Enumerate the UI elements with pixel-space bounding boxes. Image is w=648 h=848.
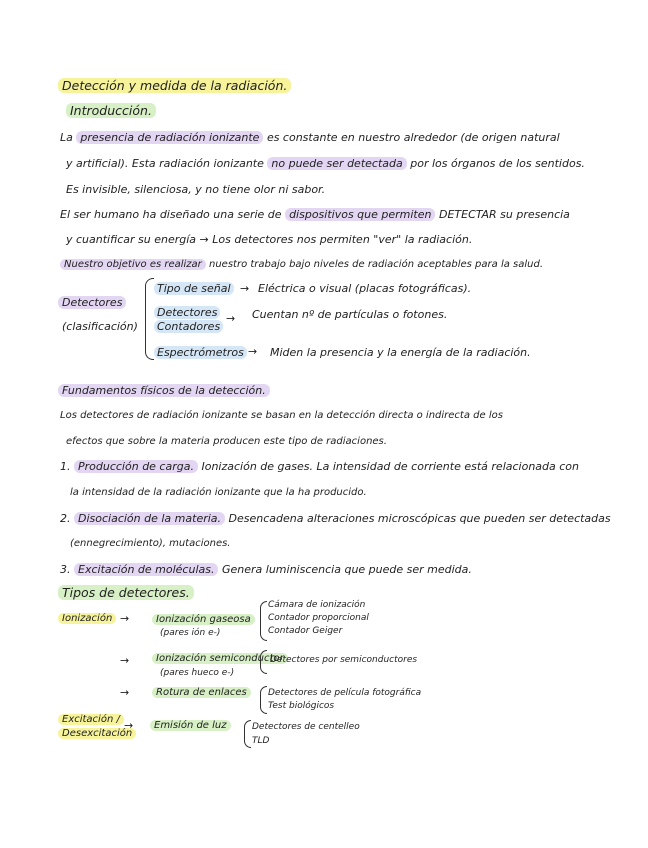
excitacion-label-b: Desexcitación xyxy=(58,728,136,739)
detectores-label: Detectores xyxy=(58,296,126,309)
arrow-icon: → xyxy=(124,719,134,732)
intro-line-5: y cuantificar su energía → Los detectores nos permiten "ver" la radiación. xyxy=(66,233,473,246)
g1-item-1: Cámara de ionización xyxy=(268,600,366,610)
rotura-enlaces: Rotura de enlaces xyxy=(152,687,251,698)
arrow-icon: → xyxy=(248,345,258,358)
brace xyxy=(260,601,267,641)
intro-line-4: El ser humano ha diseñado una serie de dispositivos que permiten DETECTAR su presencia xyxy=(60,208,570,221)
brace xyxy=(260,650,267,674)
arrow-icon: → xyxy=(226,312,236,325)
row-contadores-b: Contadores xyxy=(154,320,223,333)
g1-item-3: Contador Geiger xyxy=(268,626,343,636)
intro-line-2: y artificial). Esta radiación ionizante no puede ser detectada por los órganos de los sentidos. xyxy=(66,157,585,170)
ionizacion-semiconductor-sub: (pares hueco e-) xyxy=(160,668,235,678)
g3-item-1: Detectores de película fotográfica xyxy=(268,688,422,698)
brace xyxy=(260,686,267,714)
arrow-icon: → xyxy=(120,654,130,667)
ionizacion-label: Ionización xyxy=(58,613,116,624)
intro-line-1: La presencia de radiación ionizante es constante en nuestro alrededor (de origen natural xyxy=(60,131,560,144)
brace xyxy=(244,720,251,748)
item-1: 1. Producción de carga. Ionización de gases. La intensidad de corriente está relacionada con xyxy=(60,460,580,473)
ionizacion-semiconductor: Ionización semiconductor xyxy=(152,653,288,664)
item-2-line-2: (ennegrecimiento), mutaciones. xyxy=(70,538,231,549)
fundamentos-p2: efectos que sobre la materia producen este tipo de radiaciones. xyxy=(66,436,387,447)
arrow-icon: → xyxy=(240,282,250,295)
ionizacion-gaseosa: Ionización gaseosa xyxy=(152,614,255,625)
g2-item: Detectores por semiconductores xyxy=(270,655,418,665)
excitacion-label-a: Excitación / xyxy=(58,714,124,725)
row-tipo-senal: Tipo de señal xyxy=(154,282,234,295)
fundamentos-heading: Fundamentos físicos de la detección. xyxy=(58,384,270,397)
row-tipo-senal-desc: Eléctrica o visual (placas fotográficas). xyxy=(258,282,472,295)
row-contadores-desc: Cuentan nº de partículas o fotones. xyxy=(252,308,448,321)
item-3: 3. Excitación de moléculas. Genera luminiscencia que puede ser medida. xyxy=(60,563,472,576)
ionizacion-gaseosa-sub: (pares ión e-) xyxy=(160,628,221,638)
arrow-icon: → xyxy=(120,686,130,699)
arrow-icon: → xyxy=(120,612,130,625)
row-contadores-a: Detectores xyxy=(154,306,220,319)
g1-item-2: Contador proporcional xyxy=(268,613,369,623)
g4-item-1: Detectores de centelleo xyxy=(252,722,360,732)
g3-item-2: Test biológicos xyxy=(268,701,335,711)
detectores-sub: (clasificación) xyxy=(62,320,138,333)
intro-line-3: Es invisible, silenciosa, y no tiene olor ni sabor. xyxy=(66,183,326,196)
emision-luz: Emisión de luz xyxy=(150,720,231,731)
intro-heading: Introducción. xyxy=(66,103,156,118)
classification-brace xyxy=(145,278,154,360)
item-1-line-2: la intensidad de la radiación ionizante que la ha producido. xyxy=(70,487,367,498)
row-espectrometros: Espectrómetros xyxy=(154,346,247,359)
g4-item-2: TLD xyxy=(252,736,270,746)
fundamentos-p1: Los detectores de radiación ionizante se basan en la detección directa o indirecta de los xyxy=(60,410,503,421)
item-2: 2. Disociación de la materia. Desencadena alteraciones microscópicas que pueden ser detectadas xyxy=(60,512,611,525)
page-title: Detección y medida de la radiación. xyxy=(58,78,291,93)
row-espectrometros-desc: Miden la presencia y la energía de la radiación. xyxy=(270,346,531,359)
intro-line-6: Nuestro objetivo es realizar nuestro trabajo bajo niveles de radiación aceptables para la salud. xyxy=(60,259,543,270)
tipos-heading: Tipos de detectores. xyxy=(58,585,194,600)
